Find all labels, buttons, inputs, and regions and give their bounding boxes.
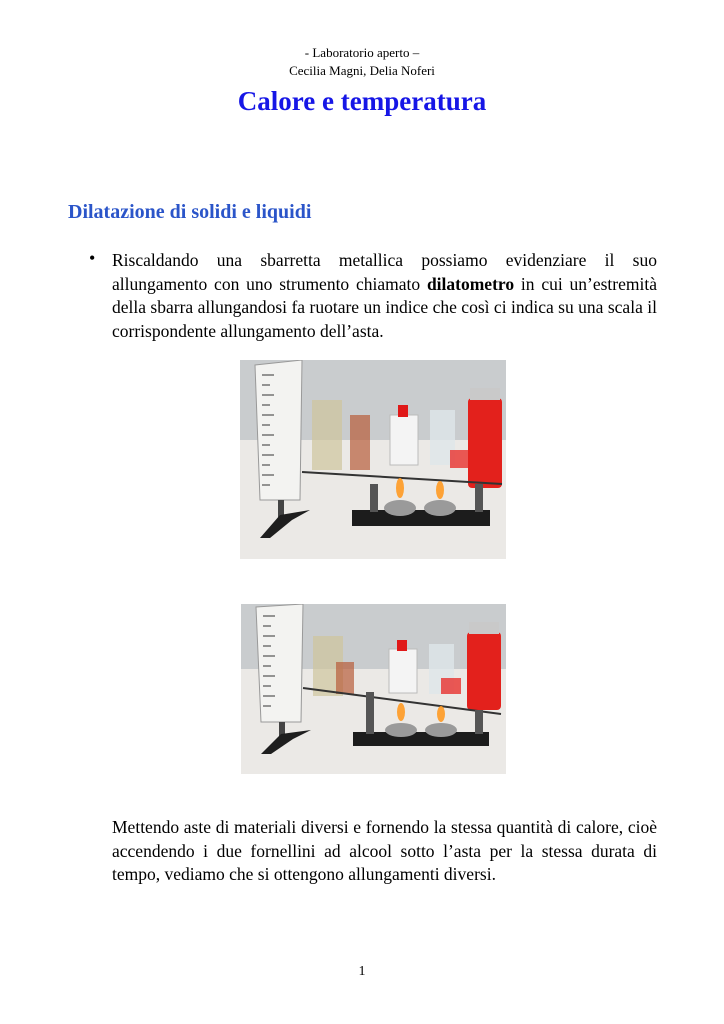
- header-line-1: - Laboratorio aperto –: [304, 45, 420, 60]
- bullet-text-before: Riscaldando una sbarretta metallica possiamo evidenziare il suo allungamento con uno strumento chiamato: [112, 250, 657, 294]
- bullet-bold-term: dilatometro: [426, 273, 515, 294]
- body-paragraph: Mettendo aste di materiali diversi e fornendo la stessa quantità di calore, cioè accendendo i due fornellini ad alcool sotto l’asta per la stessa durata di tempo, vediamo che si ottengono allungamenti diversi.: [112, 817, 657, 884]
- page-number: 1: [358, 964, 366, 979]
- bullet-paragraph: [112, 249, 657, 343]
- document-title: Calore e temperatura: [237, 86, 487, 116]
- page-header: [0, 44, 724, 80]
- section-heading: Dilatazione di solidi e liquidi: [68, 201, 312, 223]
- bullet-marker: •: [89, 248, 96, 268]
- bullet-text-after: in cui un’estremità della sbarra allungandosi fa ruotare un indice che così ci indica su una scala il corrispondente allungamento dell’asta.: [112, 273, 657, 341]
- dilatometer-photo-2: [241, 604, 506, 774]
- header-line-2: Cecilia Magni, Delia Noferi: [289, 63, 435, 78]
- dilatometer-photo-1: [240, 360, 506, 559]
